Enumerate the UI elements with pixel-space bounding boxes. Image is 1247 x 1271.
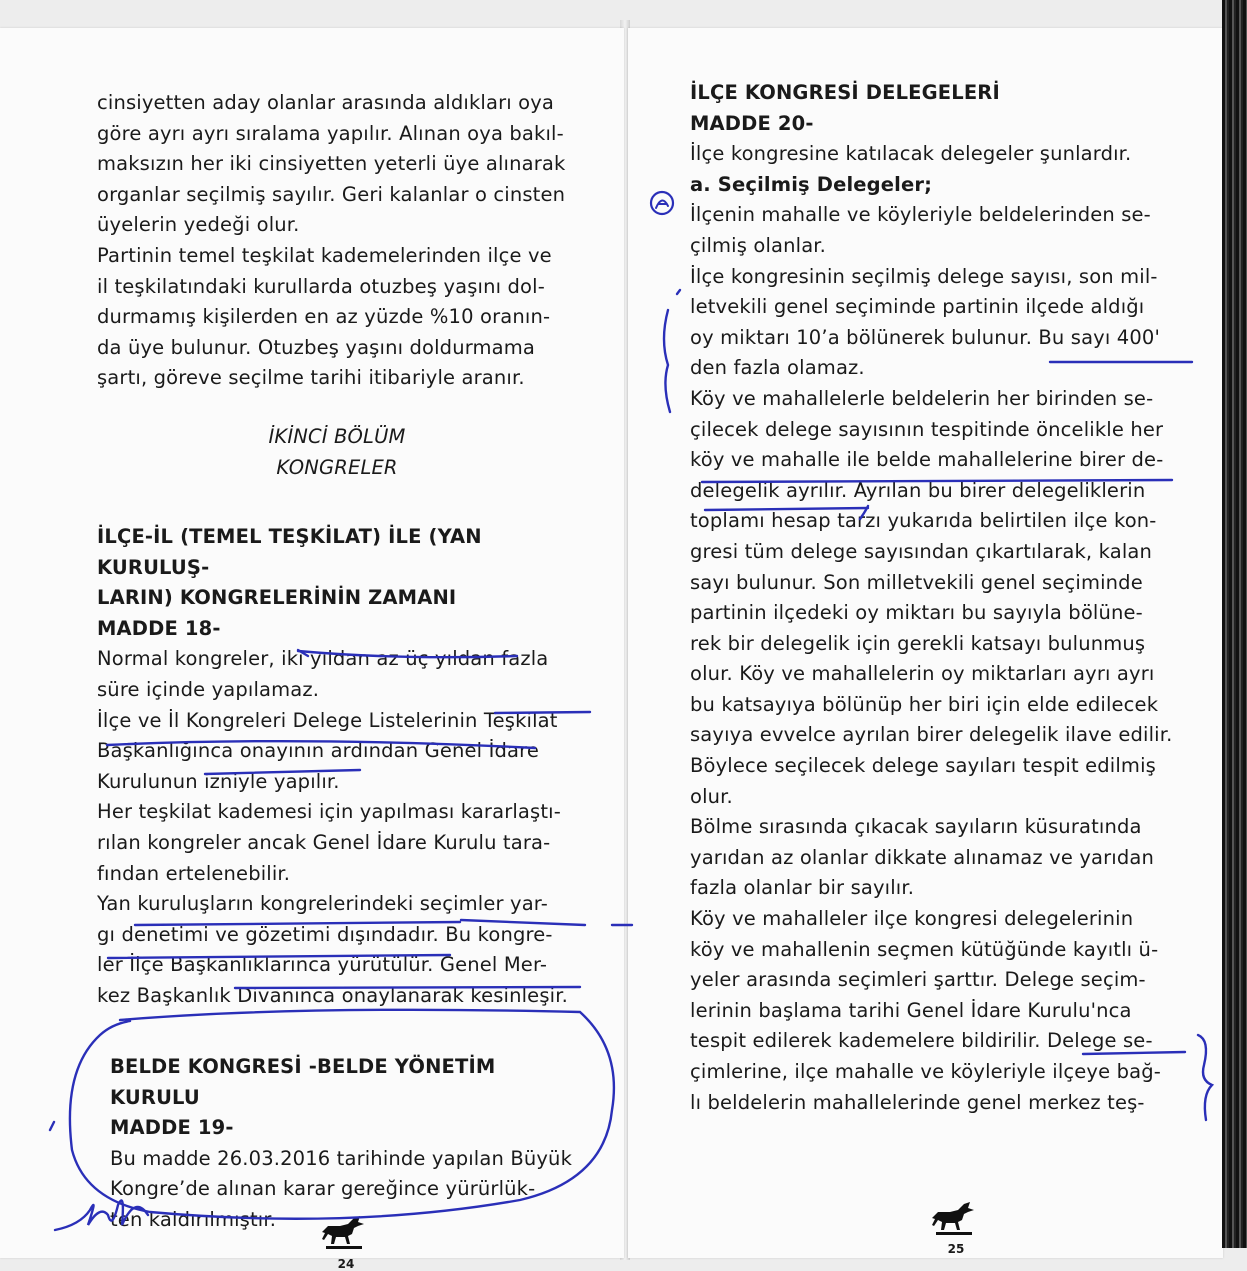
- text-line: letvekili genel seçiminde partinin ilçede aldığı: [690, 295, 1145, 319]
- text-line: Köy ve mahalleler ilçe kongresi delegelerinin: [690, 907, 1134, 931]
- article-heading: BELDE KONGRESİ -BELDE YÖNETİM KURULU: [110, 1055, 496, 1109]
- text-line: rılan kongreler ancak Genel İdare Kurulu tara-: [97, 830, 551, 854]
- text-line: il teşkilatındaki kurullarda otuzbeş yaşını dol-: [97, 274, 545, 298]
- text-line: Yan kuruluşların kongrelerindeki seçimler yar-: [97, 892, 548, 916]
- text-line: göre ayrı ayrı sıralama yapılır. Alınan oya bakıl-: [97, 121, 564, 145]
- text-line: delegelik ayrılır. Ayrılan bu birer delegeliklerin: [690, 478, 1146, 502]
- page-number: 25: [947, 1242, 965, 1256]
- text-line: yeler arasında seçimleri şarttır. Delege seçim-: [690, 968, 1146, 992]
- madde-20-block: [690, 78, 1190, 1118]
- text-line: Normal kongreler, iki yıldan az üç yıldan fazla: [97, 647, 549, 671]
- text-line: Bölme sırasında çıkacak sayıların küsuratında: [690, 815, 1142, 839]
- text-line: köy ve mahalle ile belde mahallelerine birer de-: [690, 448, 1164, 472]
- article-number: MADDE 20-: [690, 111, 814, 135]
- text-line: süre içinde yapılamaz.: [97, 677, 320, 701]
- text-line: ten kaldırılmıştır.: [110, 1207, 277, 1231]
- text-line: Başkanlığınca onayının ardından Genel İdare: [97, 739, 539, 763]
- text-line: maksızın her iki cinsiyetten yeterli üye alınarak: [97, 152, 566, 176]
- text-line: İlçe kongresinin seçilmiş delege sayısı, son mil-: [690, 264, 1158, 288]
- text-line: tespit edilerek kademelere bildirilir. Delege se-: [690, 1029, 1153, 1053]
- article-number: MADDE 19-: [110, 1116, 234, 1140]
- text-line: İlçe ve İl Kongreleri Delege Listelerinin Teşkilat: [97, 708, 558, 732]
- section-title: KONGRELER: [276, 455, 398, 479]
- right-page: [628, 28, 1223, 1258]
- text-line: bu katsayıya bölünüp her biri için elde edilecek: [690, 692, 1159, 716]
- article-heading: İLÇE-İL (TEMEL TEŞKİLAT) İLE (YAN KURULUŞ-: [97, 525, 482, 579]
- text-line: kez Başkanlık Divanınca onaylanarak kesinleşir.: [97, 983, 568, 1007]
- text-line: Böylece seçilecek delege sayıları tespit edilmiş: [690, 754, 1156, 778]
- text-line: İlçe kongresine katılacak delegeler şunlardır.: [690, 142, 1132, 166]
- text-line: toplamı hesap tarzı yukarıda belirtilen ilçe kon-: [690, 509, 1157, 533]
- text-line: Partinin temel teşkilat kademelerinden ilçe ve: [97, 243, 552, 267]
- text-line: çilmiş olanlar.: [690, 233, 827, 257]
- madde-18-block: [97, 522, 577, 1012]
- text-line: İlçenin mahalle ve köyleriyle beldelerinden se-: [690, 203, 1151, 227]
- horse-icon: [928, 1198, 980, 1238]
- text-line: üyelerin yedeği olur.: [97, 213, 300, 237]
- text-line: çilecek delege sayısının tespitinde öncelikle her: [690, 417, 1164, 441]
- text-line: Köy ve mahallelerle beldelerin her birinden se-: [690, 386, 1154, 410]
- text-line: olur.: [690, 784, 733, 808]
- text-line: fından ertelenebilir.: [97, 861, 291, 885]
- horse-icon: [318, 1212, 370, 1252]
- text-line: ler İlçe Başkanlıklarınca yürütülür. Genel Mer-: [97, 953, 548, 977]
- text-line: şartı, göreve seçilme tarihi itibariyle aranır.: [97, 366, 525, 390]
- text-line: yarıdan az olanlar dikkate alınamaz ve yarıdan: [690, 845, 1154, 869]
- text-line: lerinin başlama tarihi Genel İdare Kurulu'nca: [690, 998, 1132, 1022]
- page-number: 24: [337, 1257, 355, 1271]
- text-line: oy miktarı 10’a bölünerek bulunur. Bu sayı 400': [690, 325, 1160, 349]
- article-heading: LARIN) KONGRELERİNİN ZAMANI: [97, 586, 457, 610]
- text-line: gresi tüm delege sayısından çıkartılarak, kalan: [690, 539, 1153, 563]
- text-line: Kurulunun izniyle yapılır.: [97, 769, 340, 793]
- text-line: Bu madde 26.03.2016 tarihinde yapılan Büyük: [110, 1146, 573, 1170]
- text-line: partinin ilçedeki oy miktarı bu sayıyla bölüne-: [690, 601, 1143, 625]
- text-line: sayıya evvelce ayrılan birer delegelik ilave edilir.: [690, 723, 1173, 747]
- subheading: a. Seçilmiş Delegeler;: [690, 172, 933, 196]
- text-line: Kongre’de alınan karar gereğince yürürlük-: [110, 1177, 536, 1201]
- text-line: Her teşkilat kademesi için yapılması kararlaştı-: [97, 800, 561, 824]
- text-line: sayı bulunur. Son milletvekili genel seçiminde: [690, 570, 1143, 594]
- text-line: olur. Köy ve mahallelerin oy miktarları ayrı ayrı: [690, 662, 1155, 686]
- article-number: MADDE 18-: [97, 616, 221, 640]
- madde-19-block: [110, 1052, 590, 1236]
- page-edges: [1222, 0, 1247, 1248]
- text-line: fazla olanlar bir sayılır.: [690, 876, 915, 900]
- text-line: durmamış kişilerden en az yüzde %10 oranın-: [97, 305, 551, 329]
- text-line: rek bir delegelik için gerekli katsayı bulunmuş: [690, 631, 1146, 655]
- left-page: [0, 28, 624, 1271]
- left-intro: [97, 88, 577, 394]
- text-line: lı beldelerin mahallelerinde genel merkez teş-: [690, 1090, 1145, 1114]
- text-line: cinsiyetten aday olanlar arasında aldıkları oya: [97, 91, 555, 114]
- text-line: çimlerine, ilçe mahalle ve köyleriyle ilçeye bağ-: [690, 1060, 1161, 1083]
- text-line: gı denetimi ve gözetimi dışındadır. Bu kongre-: [97, 922, 553, 946]
- section-header: [97, 422, 577, 483]
- text-line: köy ve mahallenin seçmen kütüğünde kayıtlı ü-: [690, 937, 1159, 961]
- text-line: da üye bulunur. Otuzbeş yaşını doldurmama: [97, 335, 536, 359]
- article-heading: İLÇE KONGRESİ DELEGELERİ: [690, 81, 1000, 104]
- text-line: organlar seçilmiş sayılır. Geri kalanlar o cinsten: [97, 182, 566, 206]
- section-label: İKİNCİ BÖLÜM: [268, 425, 406, 448]
- text-line: den fazla olamaz.: [690, 356, 865, 380]
